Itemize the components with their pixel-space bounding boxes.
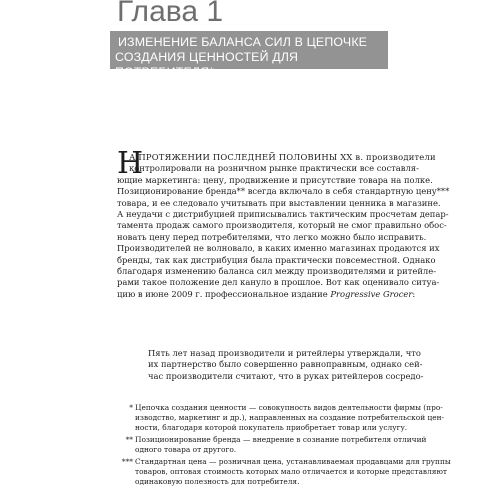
footnote-line: Стандартная цена — розничная цена, устанавливаемая продавцами для группы — [135, 457, 451, 466]
body-line: ющие маркетинга: цену, продвижение и присутствие товара на полке. — [117, 174, 433, 185]
footnote-line: Позиционирование бренда — внедрение в сознание потребителя отличий — [135, 435, 427, 444]
body-line: бренды, так как дистрибуция была практически повсеместной. Однако — [117, 254, 436, 265]
block-quote — [148, 348, 424, 382]
footnote-2 — [117, 435, 427, 455]
footnote-mark: *** — [121, 457, 133, 466]
body-line: тамента продаж самого производителя, который не смог правильно обос- — [117, 220, 447, 231]
footnote-line: ности, благодаря которой покупатель приобретает товар или услугу. — [135, 423, 408, 432]
body-line: рами такое положение дел кануло в прошлое. Вот как оценивало ситуа- — [117, 277, 440, 288]
body-line: А неудачи с дистрибуцией приписывались тактическим просчетам депар- — [117, 209, 449, 220]
banner-line-2: СОЗДАНИЯ ЦЕННОСТЕЙ ДЛЯ ПОТРЕБИТЕЛЯ* — [115, 50, 299, 79]
footnote-mark: * — [129, 403, 133, 412]
footnote-line: изводство, маркетинг и др.), направленных на создание потребительской цен- — [135, 413, 445, 422]
publication-colon: : — [412, 288, 416, 299]
footnote-1 — [117, 403, 445, 433]
body-line: новать цену перед потребителями, что легко можно было исправить. — [117, 231, 427, 242]
body-line: А ПРОТЯЖЕНИИ ПОСЛЕДНЕЙ ПОЛОВИНЫ XX в. производители — [129, 152, 436, 162]
quote-line: Пять лет назад производители и ритейлеры утверждали, что — [148, 348, 421, 358]
footnote-mark: ** — [125, 435, 133, 444]
body-line-last — [117, 288, 416, 300]
body-line: контролировали на розничном рынке практически все составля- — [129, 163, 419, 174]
banner-line-1: ИЗМЕНЕНИЕ БАЛАНСА СИЛ В ЦЕПОЧКЕ — [118, 35, 368, 49]
body-paragraph — [117, 146, 450, 300]
footnote-line: товаров, оптовая стоимость которых мало отличается и которые представляют — [135, 467, 447, 476]
footnote-3 — [117, 457, 451, 487]
quote-line: час производители считают, что в руках ритейлеров сосредо- — [148, 370, 424, 381]
drop-cap: Н — [117, 146, 144, 181]
footnote-line: одинаковую полезность для потребителя. — [135, 477, 300, 486]
publication-title: Progressive Grocer — [330, 288, 413, 299]
body-line: товара, и ее следовало учитывать при выставлении ценника в магазине. — [117, 197, 441, 208]
body-line: Производителей не волновало, в каких именно магазинах продаются их — [117, 243, 440, 254]
footnote-line: Цепочка создания ценности — совокупность видов деятельности фирмы (про- — [135, 403, 443, 412]
body-line: цию в июне 2009 г. профессиональное издание — [117, 288, 331, 299]
footnotes — [117, 403, 451, 489]
chapter-subtitle-banner — [110, 31, 388, 79]
chapter-title: Глава 1 — [117, 0, 224, 28]
body-line: Позиционирование бренда** всегда включало в себя стандартную цену*** — [117, 186, 450, 197]
body-line: благодаря изменению баланса сил между производителями и ритейле- — [117, 266, 437, 277]
footnote-line: одного товара от другого. — [135, 445, 237, 454]
quote-line: их партнерство было совершенно равноправным, однако сей- — [148, 359, 423, 370]
